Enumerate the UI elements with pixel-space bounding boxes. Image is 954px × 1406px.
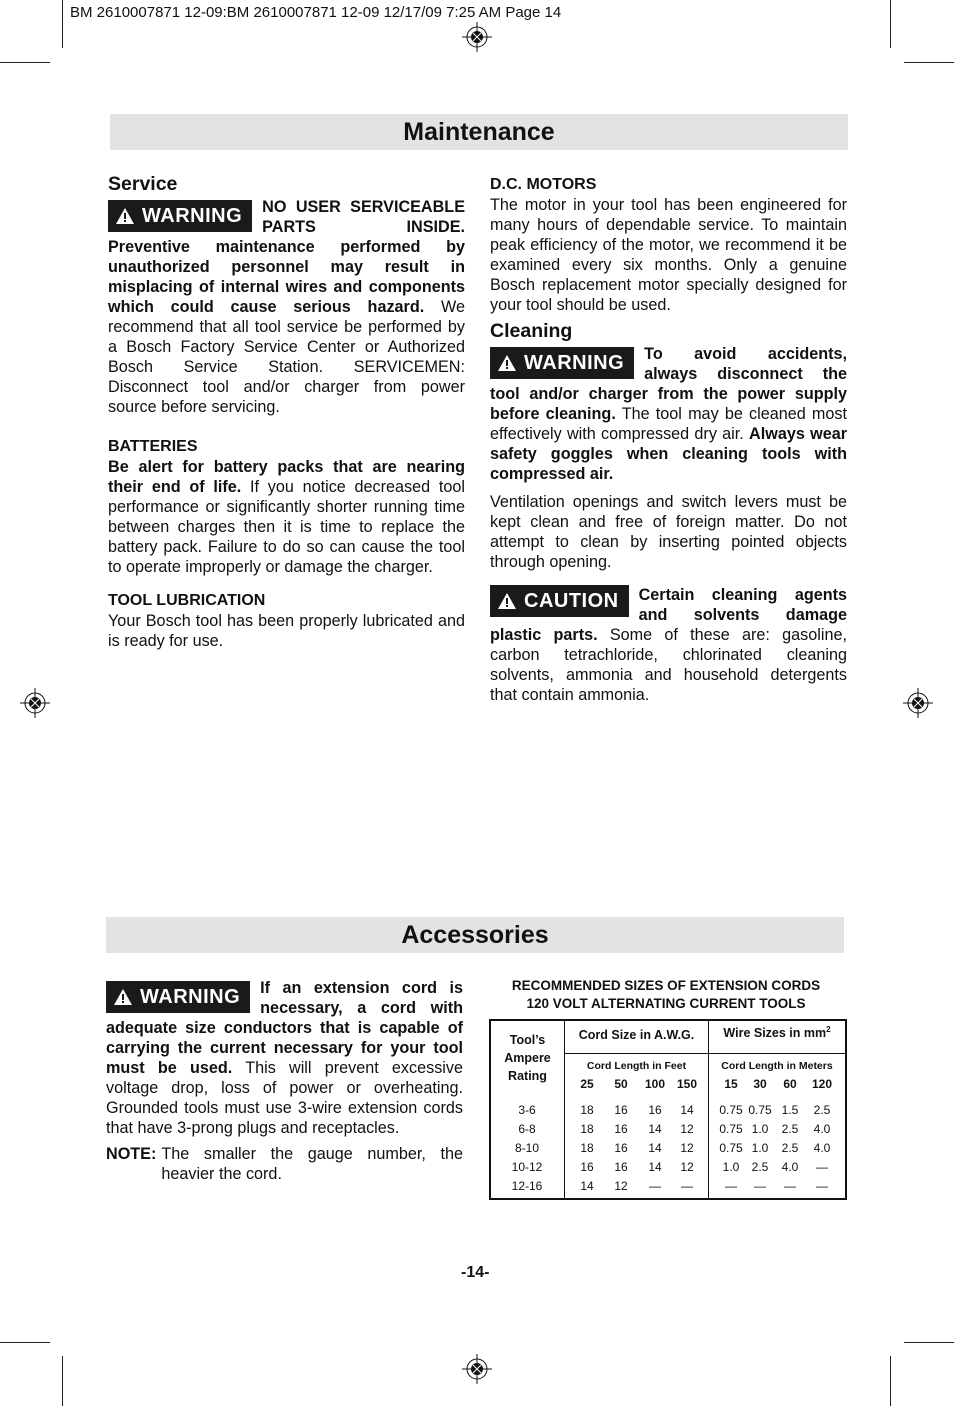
- mm-cell: 2.5: [781, 1141, 799, 1155]
- registration-mark-icon: [462, 1354, 492, 1384]
- awg-cell: 12: [680, 1122, 694, 1136]
- accessories-banner: Accessories: [106, 917, 844, 953]
- caution-text: Some of these are: gasoline, carbon tetrachloride, chlorinated cleaning solvents, ammonia and household detergents that contain ammonia.: [490, 626, 847, 704]
- crop-mark: [904, 62, 954, 63]
- header-line: Tool’s: [509, 1033, 546, 1047]
- registration-mark-icon: [20, 688, 50, 718]
- awg-cell: 18: [580, 1141, 594, 1155]
- warning-triangle-icon: [116, 208, 134, 224]
- mm-cell: 0.75: [748, 1103, 772, 1117]
- mm-cell: —: [754, 1179, 766, 1193]
- awg-cell: 14: [648, 1122, 662, 1136]
- mm-cell: 2.5: [781, 1122, 799, 1136]
- awg-cell: 12: [680, 1141, 694, 1155]
- mm-cell: 0.75: [719, 1141, 743, 1155]
- warning-badge: [108, 200, 252, 232]
- meters-subheader: Cord Length in Meters: [721, 1060, 833, 1072]
- service-heading: Service: [108, 173, 178, 195]
- crop-mark: [62, 1356, 63, 1406]
- mm-cell: 1.5: [781, 1103, 799, 1117]
- feet-length-label: 100: [644, 1077, 666, 1091]
- registration-mark-icon: [903, 688, 933, 718]
- table-divider: [708, 1021, 709, 1198]
- table-divider: [564, 1021, 565, 1198]
- wire-size-header-sup: 2: [826, 1025, 831, 1034]
- mm-cell: 2.5: [751, 1160, 769, 1174]
- awg-cell: 18: [580, 1103, 594, 1117]
- table-title-line: RECOMMENDED SIZES OF EXTENSION CORDS: [511, 978, 821, 993]
- awg-cell: —: [681, 1179, 693, 1193]
- feet-subheader: Cord Length in Feet: [586, 1060, 687, 1072]
- ampere-rating-cell: 6-8: [518, 1122, 536, 1136]
- caution-badge: [490, 585, 629, 617]
- ventilation-paragraph: Ventilation openings and switch levers must be kept clean and free of foreign matter. Do not attempt to clean by inserting pointed objects through opening.: [490, 493, 847, 571]
- awg-cell: 12: [614, 1179, 628, 1193]
- mm-cell: 4.0: [813, 1122, 831, 1136]
- service-text: We recommend that all tool service be performed by a Bosch Factory Service Center or Authorized Bosch Service Station. SERVICEMEN: Disconnect tool and/or charger from power source before servicing.: [108, 298, 465, 416]
- caution-bold-text: Certain cleaning agents and solvents damage plastic parts.: [490, 586, 847, 644]
- extension-cord-table: [489, 1019, 847, 1200]
- cleaning-text: The tool may be cleaned most effectively with compressed dry air.: [490, 405, 847, 443]
- crop-mark: [62, 0, 63, 48]
- crop-mark: [0, 1342, 50, 1343]
- ampere-rating-cell: 10-12: [511, 1160, 543, 1174]
- awg-cell: 16: [614, 1141, 628, 1155]
- awg-cell: 16: [614, 1160, 628, 1174]
- warning-badge: [106, 981, 250, 1013]
- awg-cell: 14: [680, 1103, 694, 1117]
- mm-cell: 4.0: [781, 1160, 799, 1174]
- batteries-bold-text: Be alert for battery packs that are nearing their end of life.: [108, 458, 465, 496]
- mm-cell: —: [725, 1179, 737, 1193]
- print-header: BM 2610007871 12-09:BM 2610007871 12-09 12/17/09 7:25 AM Page 14: [70, 4, 562, 21]
- header-line: Ampere: [504, 1051, 551, 1065]
- meters-length-label: 30: [753, 1077, 767, 1091]
- lubrication-heading: TOOL LUBRICATION: [108, 592, 266, 609]
- meters-length-label: 120: [811, 1077, 833, 1091]
- mm-cell: 0.75: [719, 1122, 743, 1136]
- extension-cord-bold-text: If an extension cord is necessary, a cord with adequate size conductors that is capable of carrying the current necessary for your tool must be used.: [106, 979, 463, 1077]
- caution-badge-label: CAUTION: [524, 590, 619, 612]
- mm-cell: —: [816, 1160, 828, 1174]
- awg-cell: 18: [580, 1122, 594, 1136]
- awg-cell: —: [649, 1179, 661, 1193]
- crop-mark: [890, 0, 891, 48]
- mm-cell: —: [784, 1179, 796, 1193]
- awg-header: Cord Size in A.W.G.: [578, 1028, 695, 1042]
- cleaning-bold-text: To avoid accidents, always disconnect the tool and/or charger from the power supply before cleaning.: [490, 345, 847, 423]
- warning-triangle-icon: [498, 593, 516, 609]
- lubrication-paragraph: Your Bosch tool has been properly lubricated and is ready for use.: [108, 612, 465, 650]
- right-column: [490, 175, 847, 705]
- table-title-line: 120 VOLT ALTERNATING CURRENT TOOLS: [526, 996, 806, 1011]
- crop-mark: [0, 62, 50, 63]
- meters-length-label: 60: [783, 1077, 797, 1091]
- header-line: Rating: [508, 1069, 547, 1083]
- accessories-left-column: [106, 978, 463, 1184]
- awg-cell: 14: [580, 1179, 594, 1193]
- ampere-rating-cell: 3-6: [518, 1103, 536, 1117]
- note-label: NOTE:: [106, 1145, 157, 1163]
- batteries-text: If you notice decreased tool performance or significantly shorter running time between charges then it is time to replace the battery pack. Failure to do so can cause the tool to operate improperly or damage the charger.: [108, 478, 465, 576]
- warning-badge-label: WARNING: [140, 986, 241, 1008]
- awg-cell: 14: [648, 1160, 662, 1174]
- feet-length-label: 150: [676, 1077, 698, 1091]
- meters-length-label: 15: [724, 1077, 738, 1091]
- awg-cell: 12: [680, 1160, 694, 1174]
- page-number: -14-: [461, 1264, 490, 1281]
- mm-cell: 0.75: [719, 1103, 743, 1117]
- warning-badge-label: WARNING: [524, 352, 625, 374]
- ampere-rating-cell: 12-16: [511, 1179, 543, 1193]
- warning-triangle-icon: [498, 355, 516, 371]
- mm-cell: 4.0: [813, 1141, 831, 1155]
- extension-cord-text: This will prevent excessive voltage drop, loss of power or overheating. Grounded tools must use 3-wire extension cords that have 3-prong plugs and receptacles.: [106, 1059, 464, 1137]
- table-divider: [565, 1053, 845, 1054]
- table-title: [490, 977, 842, 1013]
- warning-badge: [490, 347, 634, 379]
- note: [106, 1144, 463, 1184]
- feet-length-label: 25: [580, 1077, 594, 1091]
- warning-badge-label: WARNING: [142, 205, 243, 227]
- cleaning-heading: Cleaning: [490, 320, 573, 342]
- warning-triangle-icon: [114, 989, 132, 1005]
- dc-motors-heading: D.C. MOTORS: [490, 176, 597, 193]
- maintenance-banner: Maintenance: [110, 114, 848, 150]
- mm-cell: 1.0: [751, 1141, 769, 1155]
- wire-size-header: [709, 1025, 845, 1040]
- note-text: The smaller the gauge number, the heavier the cord.: [161, 1145, 463, 1183]
- ampere-rating-cell: 8-10: [514, 1141, 540, 1155]
- batteries-paragraph: [108, 457, 465, 577]
- awg-cell: 16: [614, 1103, 628, 1117]
- mm-cell: 1.0: [751, 1122, 769, 1136]
- awg-cell: 16: [614, 1122, 628, 1136]
- feet-length-label: 50: [614, 1077, 628, 1091]
- mm-cell: 1.0: [722, 1160, 740, 1174]
- mm-cell: —: [816, 1179, 828, 1193]
- left-column: [108, 174, 465, 651]
- cleaning-bold-text-2: Always wear safety goggles when cleaning tools with compressed air.: [490, 425, 847, 483]
- wire-size-header-text: Wire Sizes in mm: [723, 1026, 827, 1041]
- awg-cell: 16: [580, 1160, 594, 1174]
- registration-mark-icon: [462, 22, 492, 52]
- ampere-rating-header: [491, 1031, 564, 1085]
- crop-mark: [890, 1356, 891, 1406]
- batteries-heading: BATTERIES: [108, 438, 198, 455]
- awg-cell: 16: [648, 1103, 662, 1117]
- crop-mark: [904, 1342, 954, 1343]
- dc-motors-paragraph: The motor in your tool has been engineered for many hours of dependable service. To maintain peak efficiency of the motor, we recommend it be examined every six months. Only a genuine Bosch replacement motor specially designed for your tool should be used.: [490, 196, 847, 314]
- mm-cell: 2.5: [813, 1103, 831, 1117]
- awg-cell: 14: [648, 1141, 662, 1155]
- service-bold-text: NO USER SERVICEABLE PARTS INSIDE. Preventive maintenance performed by unauthorized personnel may result in misplacing of internal wires and components which could cause serious hazard.: [108, 198, 465, 316]
